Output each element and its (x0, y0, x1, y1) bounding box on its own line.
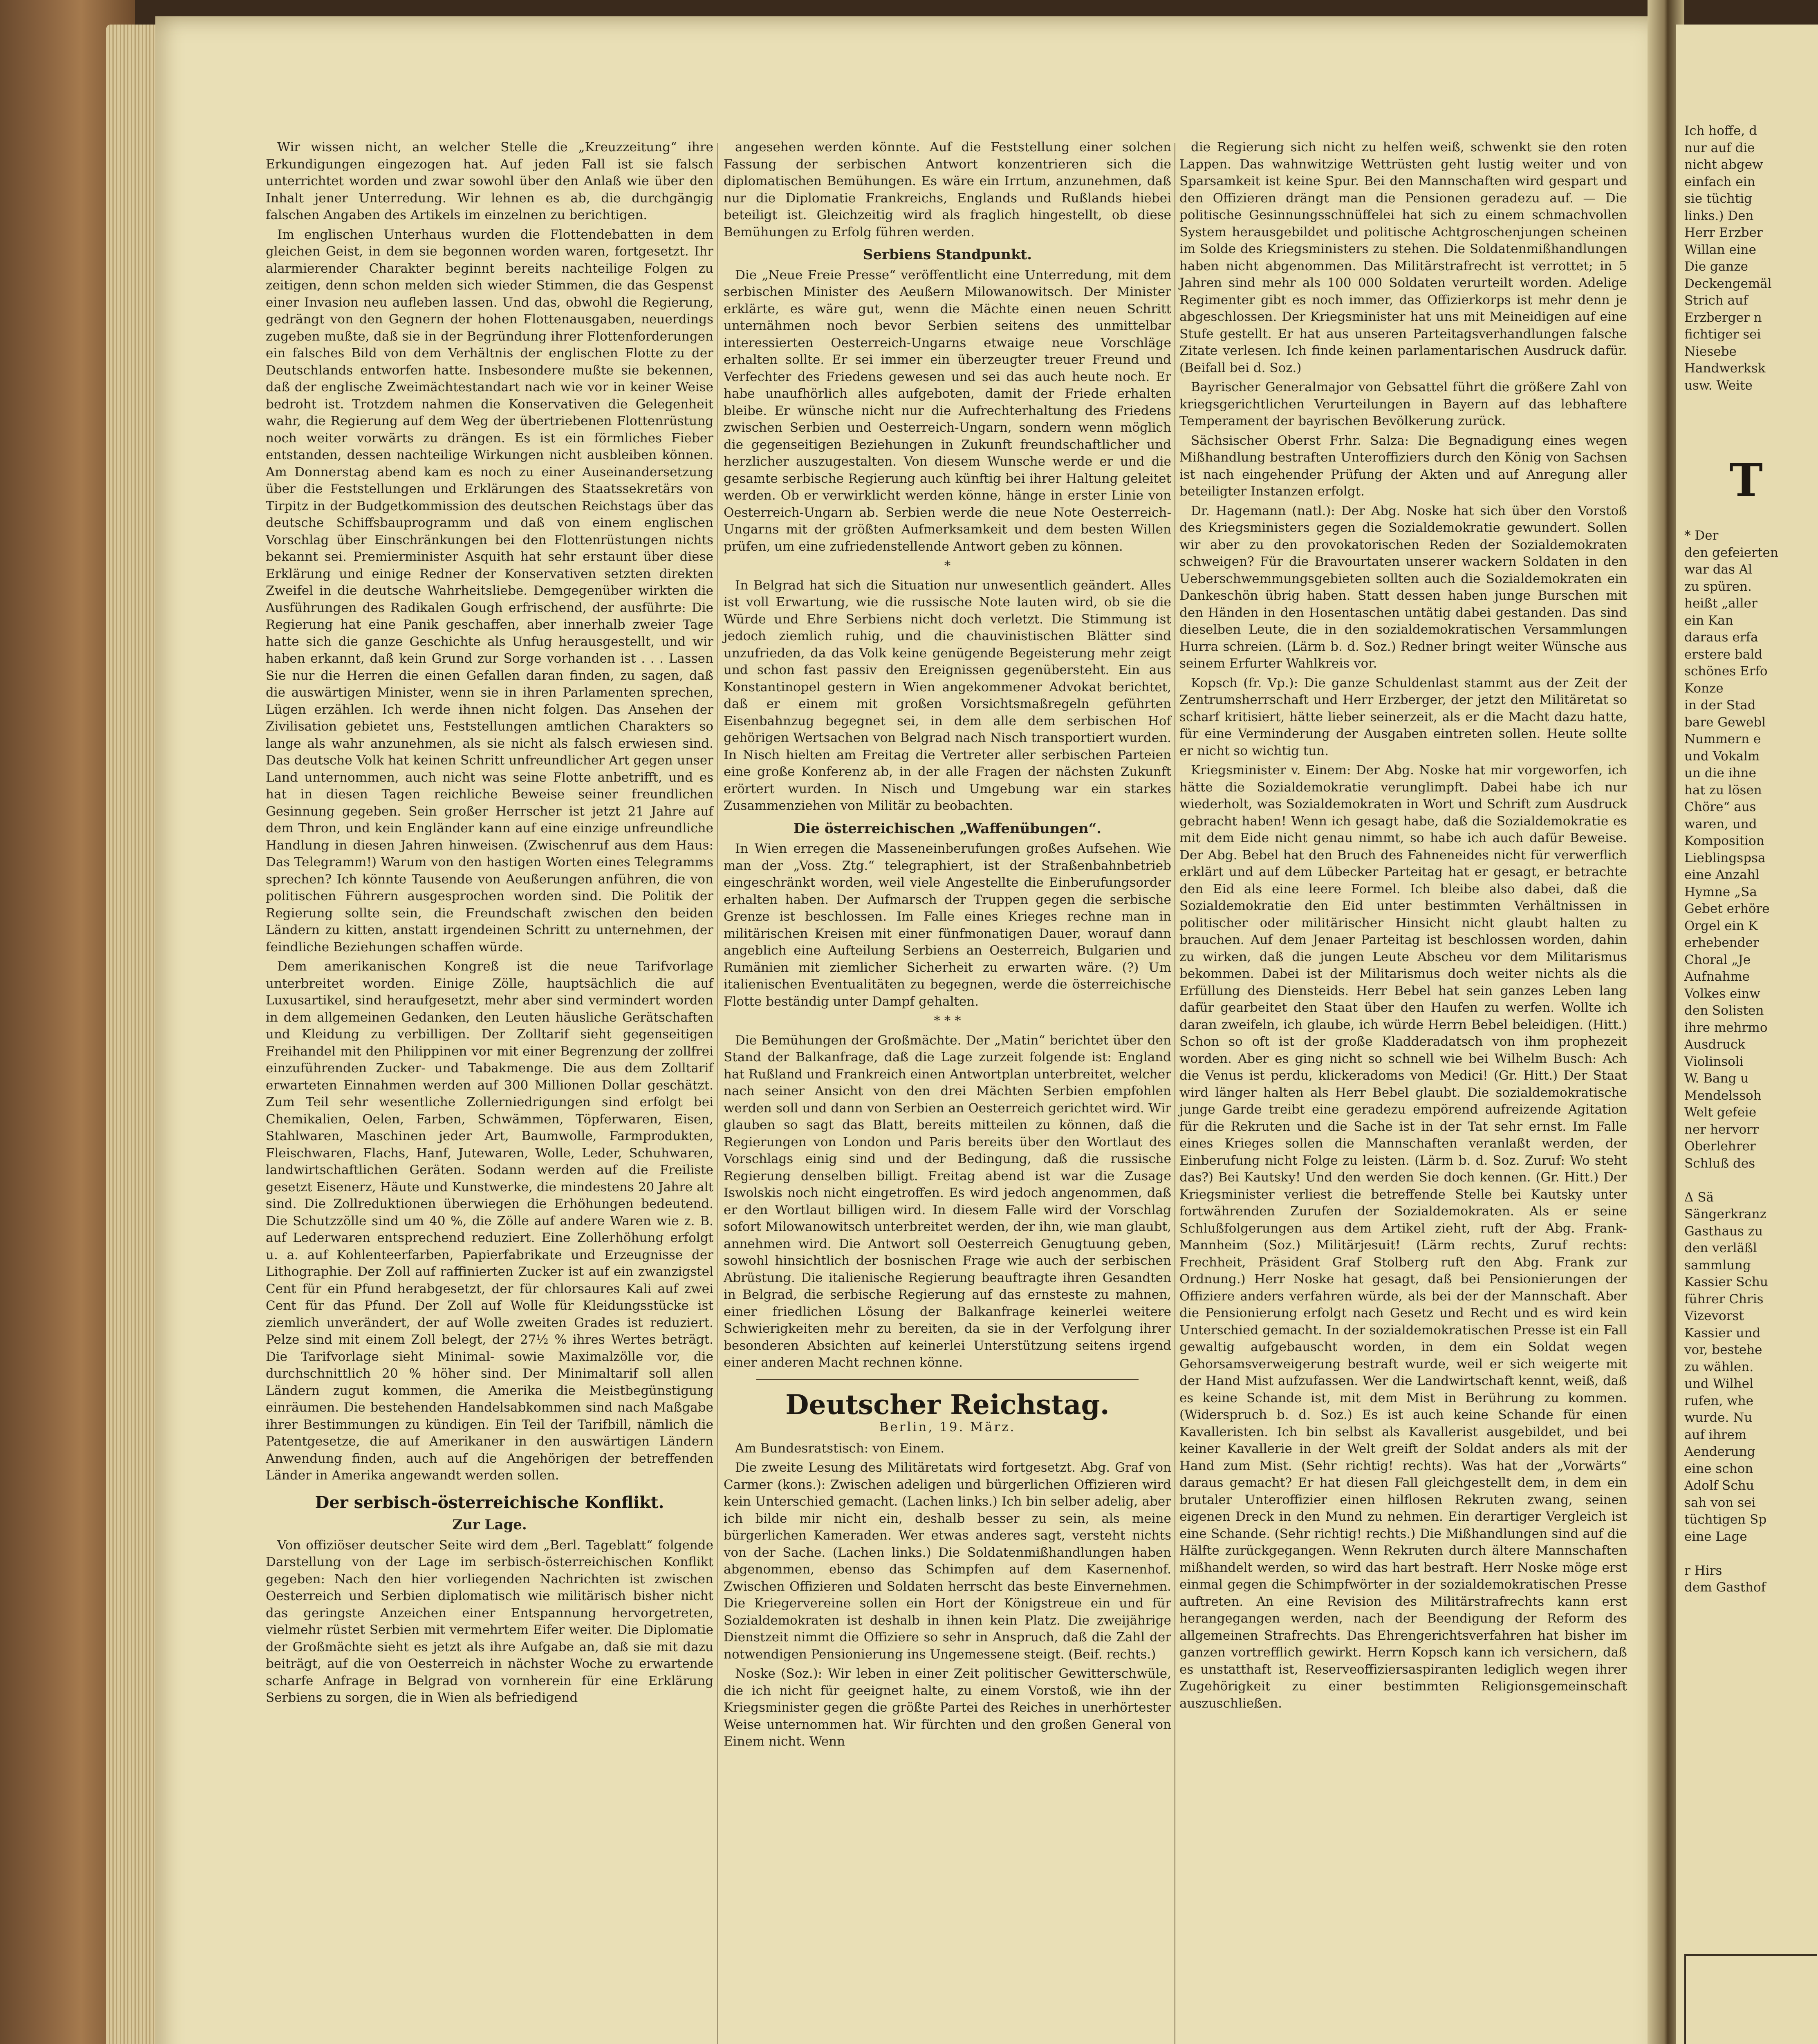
adjacent-page-line: Kassier und (1684, 1325, 1761, 1340)
article-paragraph: Am Bundesratstisch: von Einem. (735, 1441, 945, 1456)
adjacent-page-line: hat zu lösen (1684, 782, 1762, 798)
adjacent-page-line: Sängerkranz (1684, 1207, 1767, 1221)
adjacent-page-line: nur auf die (1684, 140, 1755, 155)
adjacent-page-line: links.) Den (1684, 208, 1754, 223)
adjacent-page-line: Deckengemäl (1684, 276, 1772, 291)
adjacent-page-line: bare Gewebl (1684, 715, 1766, 730)
adjacent-page-line: wurde. Nu (1684, 1410, 1753, 1425)
adjacent-page-line: un die ihne (1684, 766, 1756, 780)
adjacent-page-line: Schluß des (1684, 1156, 1755, 1171)
column-1 (266, 139, 713, 1709)
sub-heading-lage: Zur Lage. (452, 1517, 527, 1533)
adjacent-page-line: Aufnahme (1684, 969, 1750, 984)
adjacent-page-line: W. Bang u (1684, 1071, 1749, 1086)
article-paragraph: Kriegsminister v. Einem: Der Abg. Noske hat mir vorgeworfen, ich hätte die Sozialdemokratie verunglimpft. Dabei habe ich nur wiederholt, was Sozialdemokraten in Wort und Schrift zum Ausdruck gebracht haben! Wenn ich gesagt habe, daß die Sozialdemokratie es mit dem Eide nicht genau nimmt, so habe ich auch dafür Beweise. Der Abg. Bebel hat den Bruch des Fahneneides nicht für verwerflich erklärt und auf dem Lübecker Parteitag hat er gesagt, er betrachte den Eid als eine leere Formel. Ich bleibe also dabei, daß die Sozialdemokratie den Eid unter bestimmten Verhältnissen in politischer oder militärischer Hinsicht nicht glaubt halten zu brauchen. Auf dem Jenaer Parteitag ist beschlossen worden, dahin zu wirken, daß die jungen Leute Abscheu vor dem Militarismus bekommen. Dabei ist der Militarismus doch weiter nichts als die Erfüllung des Diensteids. Herr Bebel hat sein ganzes Leben lang dafür gearbeitet den Staat über den Haufen zu werfen. Wollte ich daran zweifeln, ich glaube, ich würde Herrn Bebel beleidigen. (Hitt.) Schon so oft ist der große Kladderadatsch von ihm prophezeit worden. Aber es ging nicht so schnell wie bei Wilhelm Busch: Ach die Venus ist perdu, klickeradoms von Medici! (Gr. Hitt.) Der Staat wird länger halten als Herr Bebel glaubt. Die sozialdemokratische junge Garde treibt eine geradezu empörend aufreizende Agitation für die Rekruten und die Sache ist in der Tat sehr ernst. Im Falle eines Krieges sollen die Mannschaften veranlaßt werden, der Einberufung nicht Folge zu leisten. (Lärm b. d. Soz. Zuruf: Wo steht das?) Bei Kautsky! Und den werden Sie doch kennen. (Gr. Hitt.) Der Kriegsminister verliest die betreffende Stelle bei Kautsky unter fortwährenden Zurufen der Sozialdemokraten. Als er seine Schlußfolgerungen aus dem Artikel zieht, ruft der Abg. Frank-Mannheim (Soz.) Militärjesuit! (Lärm rechts, Zuruf rechts: Frechheit, Präsident Graf Stolberg ruft den Abg. Frank zur Ordnung.) Herr Noske hat gesagt, daß bei Pensionierungen der Offiziere anders verfahren würde, als bei der der Mannschaft. Aber die Pensionierung erfolgt nach Gesetz und Recht und es wird kein Unterschied gemacht. In der sozialdemokratischen Presse ist ein Fall gewaltig aufgebauscht worden, in dem ein Soldat wegen Gehorsamsverweigerung bestraft wurde, weil er sich weigerte mit der Hand Mist aufzufassen. Wer die Landwirtschaft kennt, weiß, daß es keine Schande ist, mit dem Mist in Berührung zu kommen. (Widerspruch b. d. Soz.) Es ist auch keine Schande für einen Kavalleristen. Ich bin selbst als Kavallerist ausgebildet, und bei keiner Kavallerie in der Welt greift der Soldat anders als mit der Hand zum Mist. (Sehr richtig! rechts). Was hat der „Vorwärts“ daraus gemacht? Er hat diesen Fall gleichgestellt dem, in dem ein brutaler Unteroffizier einen hilflosen Rekruten zwang, seinen eigenen Dreck in den Mund zu nehmen. Ein derartiger Vergleich ist eine Schande. (Sehr richtig! rechts.) Die Mißhandlungen sind auf die Hälfte zurückgegangen. Wenn Rekruten durch ältere Mannschaften mißhandelt werden, so wird das hart bestraft. Herr Noske möge erst einmal gegen die Schimpfwörter in der sozialdemokratischen Presse auftreten. An eine Revision des Militärstrafrechts kann erst herangegangen werden, nach der Beendigung der Reform des allgemeinen Strafrechts. Das Ehrengerichtsverfahren hat bisher im ganzen vortrefflich gewirkt. Herrn Kopsch kann ich versichern, daß es unstatthaft ist, Reserveoffiziersaspiranten lediglich wegen ihrer Zugehörigkeit zu einer bestimmten Religionsgemeinschaft auszuschließen. (1179, 763, 1627, 1711)
article-paragraph: Sächsischer Oberst Frhr. Salza: Die Begnadigung eines wegen Mißhandlung bestraften Unteroffiziers durch den König von Sachsen ist nach eingehender Prüfung der Akten und auf Anregung aller beteiligter Instanzen erfolgt. (1179, 433, 1627, 499)
adjacent-page-line (1684, 1545, 1807, 1562)
adjacent-page-line: Lieblingspsa (1684, 850, 1766, 865)
article-paragraph: Dem amerikanischen Kongreß ist die neue Tarifvorlage unterbreitet worden. Einige Zölle, hauptsächlich die auf Luxusartikel, sind heraufgesetzt, mehr aber sind vermindert worden in dem allgemeinen Gedanken, den Leuten häusliche Gerätschaften und Kleidung zu verbilligen. Der Zolltarif sieht gegenseitigen Freihandel mit den Philippinen vor mit einer Begrenzung der zollfrei einzuführenden Zucker- und Tabakmenge. Die aus dem Zolltarif erwarteten Einnahmen werden auf 300 Millionen Dollar geschätzt. Zum Teil sehr wesentliche Zollerniedrigungen sind erfolgt bei Chemikalien, Oelen, Farben, Schwämmen, Töpferwaren, Eisen, Stahlwaren, Maschinen jeder Art, Baumwolle, Farmprodukten, Fleischwaren, Flachs, Hanf, Jutewaren, Wolle, Leder, Schuhwaren, landwirtschaftlichen Geräten. Sodann werden auf die Freiliste gesetzt Eisenerz, Häute und Kunstwerke, die mindestens 20 Jahre alt sind. Die Zollreduktionen überwiegen die Erhöhungen bedeutend. Die Schutzzölle sind um 40 %, die Zölle auf andere Waren wie z. B. auf Lederwaren entsprechend reduziert. Eine Zollerhöhung erfolgt u. a. auf Kohlenteerfarben, Papierfabrikate und Erzeugnisse der Lithographie. Der Zoll auf raffinierten Zucker ist auf ein zwanzigstel Cent für ein Pfund herabgesetzt, der für chlorsaures Kali auf zwei Cent für das Pfund. Der Zoll auf Wolle für Kleidungsstücke ist ziemlich unverändert, der auf Wolle zweiten Grades ist reduziert. Pelze sind mit einem Zoll belegt, der 27½ % ihres Wertes beträgt. Die Tarifvorlage sieht Minimal- sowie Maximalzölle vor, die durchschnittlich 20 % höher sind. Der Minimaltarif soll allen Ländern zugut kommen, die Amerika die Meistbegünstigung einräumen. Die bestehenden Handelsabkommen sind nach Maßgabe ihrer Bestimmungen zu kündigen. Ein Teil der Tarifbill, nämlich die Patentgesetze, die auf Amerikaner in den auswärtigen Ländern Anwendung finden, auch auf die Angehörigen der betreffenden Länder in Amerika angewandt werden sollen. (266, 959, 713, 1483)
article-paragraph: Die „Neue Freie Presse“ veröffentlicht eine Unterredung, mit dem serbischen Minister des Aeußern Milowanowitsch. Der Minister erklärte, es wäre gut, wenn die Mächte einen neuen Schritt unternähmen noch bevor Serbien seitens des unmittelbar interessierten Oesterreich-Ungarns etwaige neue Vorschläge erhalten sollte. Er sei immer ein überzeugter treuer Freund und Verfechter des Friedens gewesen und sei das auch heute noch. Er habe unaufhörlich alles aufgeboten, damit der Friede erhalten bleibe. Er wünsche nicht nur die Aufrechterhaltung des Friedens zwischen Serbien und Oesterreich-Ungarn, sondern wenn möglich die gegenseitigen Beziehungen in Zukunft freundschaftlicher und herzlicher auszugestalten. Von diesem Wunsche werde er und die gesamte serbische Regierung auch künftig bei ihrer Haltung geleitet werden. Ob er verwirklicht werden könne, hänge in erster Linie von Oesterreich-Ungarn ab. Serbien werde die neue Note Oesterreich-Ungarns mit der größten Aufmerksamkeit und dem besten Willen prüfen, um eine zufriedenstellende Antwort geben zu können. (724, 267, 1171, 554)
article-paragraph: Im englischen Unterhaus wurden die Flottendebatten in dem gleichen Geist, in dem sie begonnen worden waren, fortgesetzt. Ihr alarmierender Charakter beginnt bereits nachteilige Folgen zu zeitigen, denn schon melden sich wieder Stimmen, die das Gespenst einer Invasion neu aufleben lassen. Und das, obwohl die Regierung, gedrängt von den Gegnern der hohen Flottenausgaben, neuerdings zugeben mußte, daß sie in der Begründung ihrer Flottenforderungen ein falsches Bild von dem Verhältnis der englischen Flotte zu der Deutschlands entworfen hatte. Insbesondere mußte sie bekennen, daß der englische Zweimächtestandart nach wie vor in keiner Weise bedroht ist. Trotzdem nahmen die Konservativen die Gelegenheit wahr, die Regierung auf dem Weg der übertriebenen Flottenrüstung noch weiter vorwärts zu drängen. Es ist ein förmliches Fieber entstanden, dessen nachteilige Wirkungen nicht ausbleiben können. Am Donnerstag abend kam es noch zu einer Auseinandersetzung über die Feststellungen und Erklärungen des Staatssekretärs von Tirpitz in der Budgetkommission des deutschen Reichstags über das deutsche Schiffsbauprogramm und daß von einem englischen Vorschlag über Einschränkungen bei den Flottenrüstungen nichts bekannt sei. Premierminister Asquith hat sehr erstaunt über diese Erklärung und einige Redner der Konservativen setzten direkten Zweifel in die deutsche Wahrheitsliebe. Demgegenüber wirkten die Ausführungen des Radikalen Gough erfrischend, der ausführte: Die Regierung hat eine Panik geschaffen, aber innerhalb zweier Tage hatte sich die ganze Geschichte als Unfug herausgestellt, und wir haben erkannt, daß kein Grund zur Sorge vorhanden ist . . . Lassen Sie nur die Herren die einen Gefallen daran finden, zu sagen, daß die auswärtigen Minister, wenn sie in ihren Parlamenten sprechen, Lügen erzählen. Ich werde ihnen nicht folgen. Das Ansehen der Zivilisation gebietet uns, Feststellungen amtlichen Charakters so lange als wahr anzunehmen, als sie nicht als falsch erwiesen sind. Das deutsche Volk hat keinen Schritt unfreundlicher Art gegen unser Land unternommen, auch nicht was seine Flotte anbetrifft, und es hat in diesen Tagen reichliche Beweise seiner freundlichen Gesinnung gegeben. Sein großer Herrscher ist jetzt 21 Jahre auf dem Thron, und kein Engländer kann auf eine einzige unfreundliche Handlung in diesen Jahren hinweisen. (Zwischenruf aus dem Haus: Das Telegramm!) Warum von den hastigen Worten eines Telegramms sprechen? Ich könnte Tausende von Aeußerungen anführen, die von politischen Führern ausgesprochen worden sind. Die Politik der Regierung sollte sein, die Freundschaft zwischen den beiden Ländern zu kitten, anstatt irgendeinen Schritt zu unternehmen, der feindliche Beziehungen schaffen würde. (266, 227, 713, 955)
adjacent-page-line: ner hervorr (1684, 1122, 1759, 1137)
adjacent-page-line: sammlung (1684, 1257, 1751, 1273)
adjacent-page-line: erstere bald (1684, 647, 1762, 662)
adjacent-page-line: Gasthaus zu (1684, 1224, 1763, 1239)
adjacent-page-line: dem Gasthof (1684, 1580, 1766, 1595)
adjacent-page-line: waren, und (1684, 816, 1757, 831)
column-rule-1 (717, 143, 718, 2044)
adjacent-page-line: Vizevorst (1684, 1309, 1744, 1323)
adjacent-page-line: Oberlehrer (1684, 1139, 1756, 1154)
adjacent-page-line: Aenderung (1684, 1444, 1755, 1459)
adjacent-page-initial: T (1729, 454, 1763, 507)
adjacent-page-line: sah von sei (1684, 1495, 1756, 1510)
article-paragraph: die Regierung sich nicht zu helfen weiß, schwenkt sie den roten Lappen. Das wahnwitzige Wettrüsten geht lustig weiter und von Sparsamkeit ist keine Spur. Bei den Mannschaften wird gespart und den Offizieren drängt man die Pensionen geradezu auf. — Die politische Gesinnungsschnüffelei hat sich zu einem schmachvollen System herausgebildet und politische Achtgroschenjungen scheinen im Solde des Kriegsministers zu stehen. Die Soldatenmißhandlungen haben nicht abgenommen. Das Militärstrafrecht ist verrottet; in 5 Jahren sind mehr als 100 000 Soldaten verurteilt worden. Adelige Regimenter gibt es noch immer, das Offizierkorps ist mehr denn je abgeschlossen. Der Kriegsminister hat uns mit Meineidigen auf eine Stufe gestellt. Er hat aus unseren Parteitagsverhandlungen falsche Zitate verlesen. Ich finde keinen parlamentarischen Ausdruck dafür. (Beifall bei d. Soz.) (1179, 140, 1627, 375)
article-paragraph: Wir wissen nicht, an welcher Stelle die „Kreuzzeitung“ ihre Erkundigungen eingezogen hat. Auf jeden Fall ist sie falsch unterrichtet worden und zwar sowohl über den Anlaß wie über den Inhalt jener Unterredung. Wir lehnen es ab, die durchgängig falschen Angaben des Artikels im einzelnen zu berichtigen. (266, 140, 713, 222)
adjacent-page-line: Niesebe (1684, 344, 1737, 359)
article-paragraph: Kopsch (fr. Vp.): Die ganze Schuldenlast stammt aus der Zeit der Zentrumsherrschaft und Herr Erzberger, der jetzt den Militäretat so scharf kritisiert, hätte lieber seinerzeit, als er die Macht dazu hatte, für eine Verminderung der Ausgaben eintreten sollen. Heute sollte er nicht so wichtig tun. (1179, 675, 1627, 758)
adjacent-page-line: sie tüchtig (1684, 191, 1752, 206)
adjacent-page-line: Welt gefeie (1684, 1105, 1757, 1120)
adjacent-page-text (1684, 123, 1807, 394)
adjacent-page-line: usw. Weite (1684, 378, 1753, 393)
adjacent-page-line: den gefeierten (1684, 545, 1778, 560)
adjacent-page-line: schönes Erfo (1684, 664, 1768, 679)
adjacent-page-line: Erzberger n (1684, 310, 1762, 325)
adjacent-page-line: Komposition (1684, 834, 1764, 848)
adjacent-page-line: Adolf Schu (1684, 1478, 1754, 1493)
newspaper-page (155, 16, 1676, 2044)
dateline: Berlin, 19. März. (879, 1420, 1016, 1434)
adjacent-page-line: war das Al (1684, 562, 1753, 577)
heading-reichstag: Deutscher Reichstag. (785, 1388, 1110, 1421)
adjacent-page-line: Ausdruck (1684, 1037, 1746, 1052)
adjacent-page-line: den Solisten (1684, 1003, 1764, 1018)
adjacent-page-line: Willan eine (1684, 242, 1756, 257)
adjacent-page-text-2 (1684, 527, 1807, 1596)
adjacent-page-line: nicht abgew (1684, 157, 1763, 172)
article-paragraph: Die Bemühungen der Großmächte. Der „Matin“ berichtet über den Stand der Balkanfrage, daß die Lage zurzeit folgende ist: England hat Rußland und Frankreich einen Antwortplan unterbreitet, welcher nach seiner Ansicht von den drei Mächten Serbien empfohlen werden soll und dann von Serbien an Oesterreich gerichtet wird. Wir glauben so sagt das Blatt, bereits mitteilen zu können, daß die Regierungen von London und Paris bereits über den Wortlaut des Vorschlags einig sind und der Bedingung, daß die russische Regierung denselben billigt. Freitag abend ist war die Zusage Iswolskis noch nicht eingetroffen. Es wird jedoch angenommen, daß er den Wortlaut billigen wird. In diesem Falle wird der Vorschlag sofort Milowanowitsch unterbreitet werden, der ihn, wie man glaubt, annehmen wird. Die Antwort soll Oesterreich Genugtuung geben, sowohl hinsichtlich der bosnischen Frage wie auch der serbischen Abrüstung. Die italienische Regierung beauftragte ihren Gesandten in Belgrad, die serbische Regierung auf das ernsteste zu mahnen, einer friedlichen Lösung der Balkanfrage keinerlei weitere Schwierigkeiten mehr zu bereiten, da sie in der Verfolgung ihrer besonderen Absichten auf keinerlei Unterstützung seitens irgend einer anderen Macht rechnen könne. (724, 1033, 1171, 1370)
adjacent-page-line: eine schon (1684, 1461, 1753, 1476)
adjacent-page-line: auf ihrem (1684, 1427, 1747, 1442)
adjacent-page-line: Die ganze (1684, 259, 1748, 274)
adjacent-page-line: einfach ein (1684, 174, 1755, 189)
column-2 (724, 139, 1171, 1753)
adjacent-page-line: und Vokalm (1684, 749, 1760, 764)
adjacent-page-line: fichtiger sei (1684, 327, 1761, 342)
adjacent-page-line: Chöre“ aus (1684, 800, 1756, 814)
article-paragraph: Dr. Hagemann (natl.): Der Abg. Noske hat sich über den Vorstoß des Kriegsministers gegen die Sozialdemokratie gewundert. Sollen wir aber zu den provokatorischen Reden der Sozialdemokraten schweigen? Für die Bravourtaten unserer wackern Soldaten in den Ueberschwemmungsgebieten sollten auch die Sozialdemokraten ein Dankeschön übrig haben. Statt dessen haben junge Burschen mit den Händen in den Hosentaschen untätig dabei gestanden. Das sind dieselben Leute, die in den sozialdemokratischen Versammlungen Hurra schreien. (Lärm b. d. Soz.) Redner bringt weiter Wünsche aus seinem Erfurter Wahlkreis vor. (1179, 503, 1627, 671)
column-3 (1179, 139, 1627, 1715)
adjacent-page-line: Kassier Schu (1684, 1275, 1768, 1289)
adjacent-page-line: Violinsoli (1684, 1054, 1744, 1069)
adjacent-page-line: Herr Erzber (1684, 225, 1763, 240)
adjacent-page-line: eine Anzahl (1684, 867, 1760, 882)
adjacent-page-line: daraus erfa (1684, 630, 1758, 645)
adjacent-page-line: den verläßl (1684, 1241, 1757, 1255)
adjacent-page-line: und Wilhel (1684, 1376, 1754, 1391)
adjacent-page-line: in der Stad (1684, 698, 1756, 713)
article-paragraph: * * * (934, 1013, 961, 1028)
adjacent-page-line: r Hirs (1684, 1563, 1722, 1578)
adjacent-page-line: zu spüren. (1684, 579, 1752, 594)
article-paragraph: In Wien erregen die Masseneinberufungen großes Aufsehen. Wie man der „Voss. Ztg.“ telegraphiert, ist der Straßenbahnbetrieb eingeschränkt worden, weil viele Angestellte die Einberufungsorder erhalten haben. Der Aufmarsch der Truppen gegen die serbische Grenze ist beschlossen. Im Falle eines Krieges rechne man in militärischen Kreisen mit einer fünfmonatigen Dauer, worauf dann angeblich eine Aufteilung Serbiens an Oesterreich, Bulgarien und Rumänien mit ziemlicher Sicherheit zu erwarten wäre. (?) Um italienischen Eventualitäten zu begegnen, werde die österreichische Flotte beständig unter Dampf gehalten. (724, 841, 1171, 1009)
adjacent-page-line: eine Lage (1684, 1529, 1747, 1544)
adjacent-page-line: Mendelssoh (1684, 1088, 1762, 1103)
adjacent-page-line: * Der (1684, 528, 1719, 543)
adjacent-page-line: zu wählen. (1684, 1359, 1754, 1374)
heading-waffenuebungen: Die österreichischen „Waffenübungen“. (793, 820, 1102, 837)
adjacent-page-box (1684, 1954, 1817, 2044)
adjacent-page-line: heißt „aller (1684, 596, 1757, 611)
adjacent-page-line: vor, bestehe (1684, 1342, 1762, 1357)
adjacent-page-line: rufen, whe (1684, 1393, 1754, 1408)
adjacent-page-line (1684, 1172, 1807, 1189)
adjacent-page (1676, 25, 1818, 2044)
article-paragraph: Die zweite Lesung des Militäretats wird fortgesetzt. Abg. Graf von Carmer (kons.): Zwischen adeligen und bürgerlichen Offizieren wird kein Unterschied gemacht. (Lachen links.) Ich bin selber adelig, aber ich bilde mir nicht ein, deshalb besser zu sein, als meine bürgerlichen Kameraden. Wer etwas anderes sagt, versteht nichts von der Sache. (Lachen links.) Die Soldatenmißhandlungen haben abgenommen, ebenso das Schimpfen auf dem Kasernenhof. Zwischen Offizieren und Soldaten herrscht das beste Einvernehmen. Die Kriegervereine sollen ein Hort der Königstreue ein und für Sozialdemokraten ist deshalb in ihnen kein Platz. Die zweijährige Dienstzeit nimmt die Offiziere so sehr in Anspruch, daß die Zahl der notwendigen Pensionierung ins Ungemessene steigt. (Beif. rechts.) (724, 1460, 1171, 1662)
article-paragraph: angesehen werden könnte. Auf die Feststellung einer solchen Fassung der serbischen Antwort konzentrieren sich die diplomatischen Bemühungen. Es wäre ein Irrtum, anzunehmen, daß nur die Diplomatie Frankreichs, Englands und Rußlands hiebei beteiligt ist. Gleichzeitig wird als fraglich hingestellt, ob diese Bemühungen zu Erfolg führen werden. (724, 140, 1171, 240)
article-paragraph: * (944, 558, 951, 573)
section-heading-konflikt: Der serbisch-österreichische Konflikt. (315, 1493, 664, 1512)
heading-serbiens-standpunkt: Serbiens Standpunkt. (863, 247, 1032, 263)
adjacent-page-line: tüchtigen Sp (1684, 1512, 1767, 1527)
adjacent-page-line: führer Chris (1684, 1291, 1764, 1307)
adjacent-page-line: Volkes einw (1684, 986, 1760, 1001)
article-paragraph: Bayrischer Generalmajor von Gebsattel führt die größere Zahl von kriegsgerichtlichen Verurteilungen in Bayern auf das lebhaftere Temperament der bayrischen Bevölkerung zurück. (1179, 380, 1627, 428)
adjacent-page-line: Δ Sä (1684, 1190, 1714, 1205)
adjacent-page-line: erhebender (1684, 935, 1759, 950)
adjacent-page-line: Choral „Je (1684, 952, 1751, 967)
adjacent-page-line: Hymne „Sa (1684, 884, 1757, 899)
adjacent-page-line: Konze (1684, 681, 1724, 696)
adjacent-page-line: Orgel ein K (1684, 918, 1758, 933)
adjacent-page-line: Strich auf (1684, 293, 1748, 308)
adjacent-page-line: ihre mehrmo (1684, 1020, 1768, 1035)
article-paragraph: In Belgrad hat sich die Situation nur unwesentlich geändert. Alles ist voll Erwartung, wie die russische Note lauten wird, ob sie die Würde und Ehre Serbiens nicht doch verletzt. Die Stimmung ist jedoch ziemlich ruhig, und die chauvinistischen Blätter sind unzufrieden, da das Volk keine genügende Begeisterung mehr zeigt und schon fast passiv den Ereignissen gegenübersteht. Ein aus Konstantinopel gestern in Wien angekommener Advokat berichtet, daß er einem mit großen Vorsichtsmaßregeln geführten Eisenbahnzug begegnet sei, in dem alle dem serbischen Hof gehörigen Wertsachen von Belgrad nach Nisch transportiert wurden. In Nisch hielten am Freitag die Vertreter aller serbischen Parteien eine große Konferenz ab, in der alle Fragen der nächsten Zukunft erörtert wurden. In Nisch und Umgebung war ein starkes Zusammenziehen von Militär zu beobachten. (724, 578, 1171, 813)
adjacent-page-line: Handwerksk (1684, 361, 1766, 376)
adjacent-page-line: Nummern e (1684, 732, 1761, 746)
adjacent-page-line: Gebet erhöre (1684, 901, 1770, 916)
article-paragraph: Von offiziöser deutscher Seite wird dem „Berl. Tageblatt“ folgende Darstellung von der Lage im serbisch-österreichischen Konflikt gegeben: Nach den hier vorliegenden Nachrichten ist zwischen Oesterreich und Serbien diplomatisch wie militärisch bisher nicht das geringste Anzeichen einer Entspannung hervorgetreten, vielmehr rüstet Serbien mit vermehrtem Eifer weiter. Die Diplomatie der Großmächte sieht es jetzt als ihre Aufgabe an, daß sie mit dazu beiträgt, auf die von Oesterreich in nächster Woche zu erwartende scharfe Anfrage in Belgrad von vornherein für eine Erklärung Serbiens zu sorgen, die in Wien als befriedigend (266, 1537, 713, 1705)
section-divider (756, 1379, 1139, 1380)
adjacent-page-line: Ich hoffe, d (1684, 123, 1757, 138)
article-paragraph: Noske (Soz.): Wir leben in einer Zeit politischer Gewitterschwüle, die ich nicht für geeignet halte, zu einem Vorstoß, wie ihn der Kriegsminister gegen die größte Partei des Reiches in unerhörtester Weise unternommen hat. Wir fürchten und den großen General von Einem nicht. Wenn (724, 1666, 1171, 1749)
adjacent-page-line: ein Kan (1684, 613, 1733, 628)
